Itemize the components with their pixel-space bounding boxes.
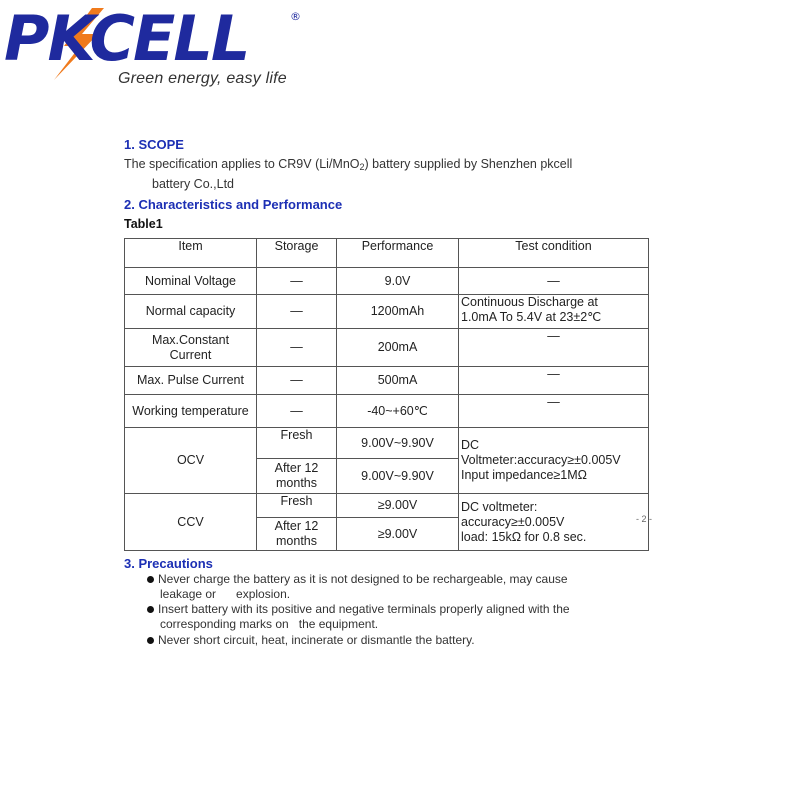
- table-row: [125, 367, 649, 395]
- cell-test-condition: [459, 494, 649, 551]
- cell-item: OCV: [125, 428, 257, 494]
- storage-line: After 12: [274, 519, 319, 533]
- cell-performance: -40~+60℃: [337, 395, 459, 428]
- test-line: DC: [461, 438, 480, 452]
- cell-storage: Fresh: [257, 494, 337, 518]
- test-line: accuracy≥±0.005V: [461, 514, 565, 529]
- table-row: [125, 295, 649, 329]
- table-row: [125, 494, 649, 518]
- precautions-heading: 3. Precautions: [124, 556, 213, 571]
- storage-line: months: [276, 476, 317, 490]
- bullet-icon: [147, 606, 154, 613]
- cell-performance: 500mA: [337, 367, 459, 395]
- cell-storage: —: [257, 295, 337, 329]
- precaution-item-2-line1: Insert battery with its positive and negative terminals properly aligned with the: [158, 602, 570, 616]
- cell-storage: —: [257, 329, 337, 367]
- scope-text-pre: The specification applies to CR9V (Li/MnO: [124, 157, 360, 171]
- logo-wordmark: PKCELL: [4, 2, 249, 75]
- cell-test-condition: [459, 428, 649, 494]
- precaution-item-1-line1: Never charge the battery as it is not designed to be rechargeable, may cause: [158, 572, 568, 586]
- storage-line: months: [276, 534, 317, 548]
- table-header-row: [125, 239, 649, 268]
- test-line: load: 15kΩ for 0.8 sec.: [461, 529, 587, 544]
- characteristics-heading: 2. Characteristics and Performance: [124, 197, 343, 212]
- cell-item: Nominal Voltage: [125, 268, 257, 295]
- cell-storage: [257, 518, 337, 551]
- cell-item: [125, 329, 257, 367]
- table-row: [125, 428, 649, 459]
- scope-text-line2: battery Co.,Ltd: [152, 177, 234, 191]
- cell-performance: 9.00V~9.90V: [337, 428, 459, 459]
- scope-text-post: ) battery supplied by Shenzhen pkcell: [364, 157, 573, 171]
- cell-performance: 9.00V~9.90V: [337, 459, 459, 494]
- bullet-icon: [147, 576, 154, 583]
- cell-test-condition: —: [459, 367, 649, 395]
- cell-test-condition: —: [459, 329, 649, 367]
- scope-text-line1: [124, 157, 572, 172]
- cell-item: CCV: [125, 494, 257, 551]
- cell-item: Normal capacity: [125, 295, 257, 329]
- registered-mark: ®: [290, 10, 301, 23]
- header-performance: Performance: [337, 239, 459, 268]
- table-label: Table1: [124, 217, 163, 231]
- cell-performance: 200mA: [337, 329, 459, 367]
- header-item: Item: [125, 239, 257, 268]
- item-line: Current: [169, 347, 212, 362]
- table-row: [125, 395, 649, 428]
- cell-storage: —: [257, 367, 337, 395]
- header-test-condition: Test condition: [459, 239, 649, 268]
- cell-storage: [257, 459, 337, 494]
- cell-performance: 9.0V: [337, 268, 459, 295]
- header-storage: Storage: [257, 239, 337, 268]
- test-line: DC voltmeter:: [461, 499, 538, 514]
- scope-text-subscript: 2: [359, 162, 365, 172]
- page-number: - 2 -: [636, 514, 653, 524]
- precaution-item-1-line2: leakage or explosion.: [160, 587, 291, 601]
- cell-performance: ≥9.00V: [337, 518, 459, 551]
- cell-storage: —: [257, 268, 337, 295]
- test-line: Continuous Discharge at: [461, 295, 598, 309]
- cell-test-condition: —: [459, 395, 649, 428]
- spec-table: [124, 238, 649, 551]
- cell-item: Max. Pulse Current: [125, 367, 257, 395]
- cell-item: Working temperature: [125, 395, 257, 428]
- bullet-icon: [147, 637, 154, 644]
- cell-test-condition: —: [459, 268, 649, 295]
- table-row: [125, 268, 649, 295]
- brand-tagline: Green energy, easy life: [118, 70, 287, 87]
- storage-line: After 12: [274, 461, 319, 475]
- test-line: 1.0mA To 5.4V at 23±2℃: [461, 310, 602, 324]
- cell-performance: ≥9.00V: [337, 494, 459, 518]
- cell-storage: —: [257, 395, 337, 428]
- precaution-item-2-line2: corresponding marks on the equipment.: [160, 617, 379, 631]
- cell-performance: 1200mAh: [337, 295, 459, 329]
- test-line: Input impedance≥1MΩ: [461, 468, 587, 482]
- cell-test-condition: [459, 295, 649, 329]
- table-row: [125, 329, 649, 367]
- scope-heading: 1. SCOPE: [124, 137, 184, 152]
- precaution-item-3-line1: Never short circuit, heat, incinerate or dismantle the battery.: [158, 633, 475, 647]
- item-line: Max.Constant: [151, 332, 230, 347]
- cell-storage: Fresh: [257, 428, 337, 459]
- test-line: Voltmeter:accuracy≥±0.005V: [461, 453, 621, 467]
